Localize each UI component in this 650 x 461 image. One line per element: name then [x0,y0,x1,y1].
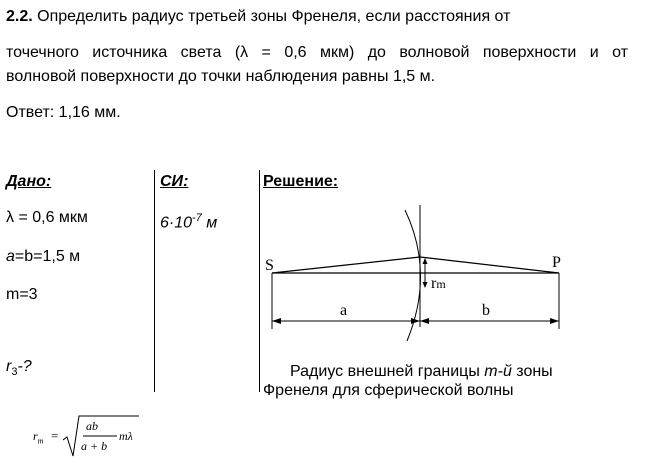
find-var: r [6,358,12,375]
dim-arrow-b-start [420,318,429,324]
label-p: P [552,254,561,271]
solution-text-1-pre: Радиус внешней границы [290,363,485,380]
given-lambda: λ = 0,6 мкм [6,209,88,226]
solution-text-1-var: m-й [484,363,512,380]
formula-tail: mλ [119,429,133,443]
formula-lhs-r: r [33,429,38,443]
problem-line-3: волновой поверхности до точки наблюдения равны 1,5 м. [6,68,436,85]
solution-header: Решение: [263,173,339,190]
si-value-exp: -7 [192,212,202,224]
label-rm [431,275,446,292]
solution-text-2: Френеля для сферической волны [263,382,514,399]
problem-number: 2.2. [6,8,33,25]
label-b: b [482,302,490,319]
given-find [6,357,32,382]
dim-arrow-a-end [411,318,420,324]
rm-arrow-head-down [423,282,428,288]
given-ab-rest: =b=1,5 м [14,248,81,265]
formula-eq: = [51,428,59,443]
given-header: Дано: [6,173,52,190]
given-ab [6,247,80,267]
si-value [160,208,217,233]
ray-p [420,257,559,273]
dim-arrow-right [550,318,559,324]
label-r: r [431,275,437,292]
label-a: a [340,302,348,319]
answer-text: Ответ: 1,16 мм. [6,104,121,121]
ray-s [272,257,420,273]
formula-den: a + b [81,439,108,453]
find-sub: 3 [11,366,18,379]
given-m: m=3 [6,286,38,303]
label-rm-sub: m [436,277,446,291]
dim-arrow-left [272,318,281,324]
solution-text-1 [290,362,553,382]
problem-line-1 [6,7,510,27]
fresnel-formula [33,414,143,458]
label-s: S [265,257,274,274]
problem-text-1: Определить радиус третьей зоны Френеля, если расстояния от [37,8,511,25]
formula-lhs-sub: m [37,436,44,446]
si-value-unit: м [201,214,218,232]
given-ab-var: a [6,248,15,265]
si-value-base: 6·10 [160,214,193,232]
solution-text-1-post: зоны [511,363,553,380]
si-header: СИ: [160,173,189,190]
formula-lhs [33,429,43,445]
formula-num: ab [86,419,98,433]
find-rest: -? [17,358,32,375]
problem-line-2: точечного источника света (λ = 0,6 мкм) до волновой поверхности и от [6,44,628,61]
column-divider-1 [154,170,155,392]
fresnel-diagram [262,205,572,345]
rm-arrow-head-up [423,258,428,264]
column-divider-2 [259,170,260,392]
